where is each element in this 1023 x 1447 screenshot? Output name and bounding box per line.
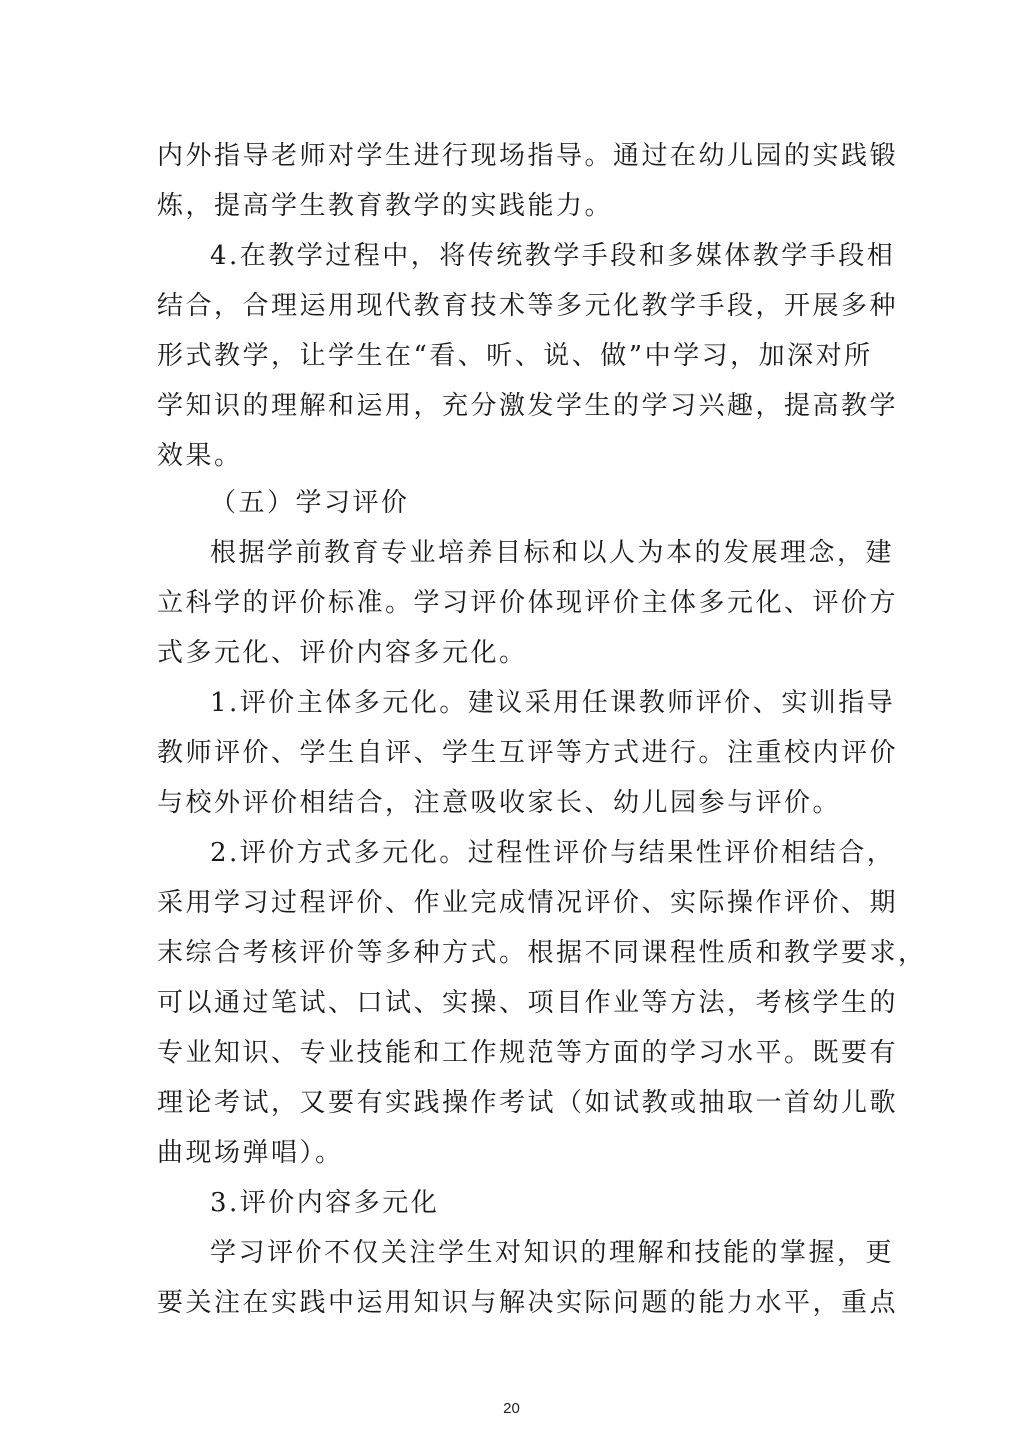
text-line: 结合，合理运用现代教育技术等多元化教学手段，开展多种 bbox=[157, 291, 899, 321]
text-line: 立科学的评价标准。学习评价体现评价主体多元化、评价方 bbox=[157, 588, 899, 618]
text-line: 与校外评价相结合，注意吸收家长、幼儿园参与评价。 bbox=[157, 788, 842, 818]
text-line: 采用学习过程评价、作业完成情况评价、实际操作评价、期 bbox=[157, 888, 899, 918]
text-line: 式多元化、评价内容多元化。 bbox=[157, 638, 528, 668]
text-line: 4.在教学过程中，将传统教学手段和多媒体教学手段相 bbox=[210, 241, 896, 271]
text-line: 学知识的理解和运用，充分激发学生的学习兴趣，提高教学 bbox=[157, 391, 899, 421]
text-line: 炼，提高学生教育教学的实践能力。 bbox=[157, 191, 614, 221]
text-line: 根据学前教育专业培养目标和以人为本的发展理念，建 bbox=[210, 538, 895, 568]
text-line: 效果。 bbox=[157, 441, 243, 471]
text-line: 内外指导老师对学生进行现场指导。通过在幼儿园的实践锻 bbox=[157, 141, 899, 171]
text-line: 学习评价不仅关注学生对知识的理解和技能的掌握，更 bbox=[210, 1238, 895, 1268]
text-line: 专业知识、专业技能和工作规范等方面的学习水平。既要有 bbox=[157, 1038, 899, 1068]
text-line: 3.评价内容多元化 bbox=[210, 1188, 440, 1218]
text-line: 教师评价、学生自评、学生互评等方式进行。注重校内评价 bbox=[157, 738, 899, 768]
text-line: 2.评价方式多元化。过程性评价与结果性评价相结合， bbox=[210, 838, 896, 868]
text-line: 理论考试，又要有实践操作考试（如试教或抽取一首幼儿歌 bbox=[157, 1088, 899, 1118]
text-line: 曲现场弹唱）。 bbox=[157, 1138, 344, 1168]
page-number: 20 bbox=[503, 1400, 520, 1417]
text-line: 末综合考核评价等多种方式。根据不同课程性质和教学要求， bbox=[157, 938, 927, 968]
text-line: 1.评价主体多元化。建议采用任课教师评价、实训指导 bbox=[210, 688, 896, 718]
text-line: 形式教学，让学生在“看、听、说、做”中学习，加深对所 bbox=[157, 341, 873, 371]
section-heading: （五）学习评价 bbox=[210, 488, 410, 518]
text-line: 要关注在实践中运用知识与解决实际问题的能力水平，重点 bbox=[157, 1288, 899, 1318]
text-line: 可以通过笔试、口试、实操、项目作业等方法，考核学生的 bbox=[157, 988, 899, 1018]
